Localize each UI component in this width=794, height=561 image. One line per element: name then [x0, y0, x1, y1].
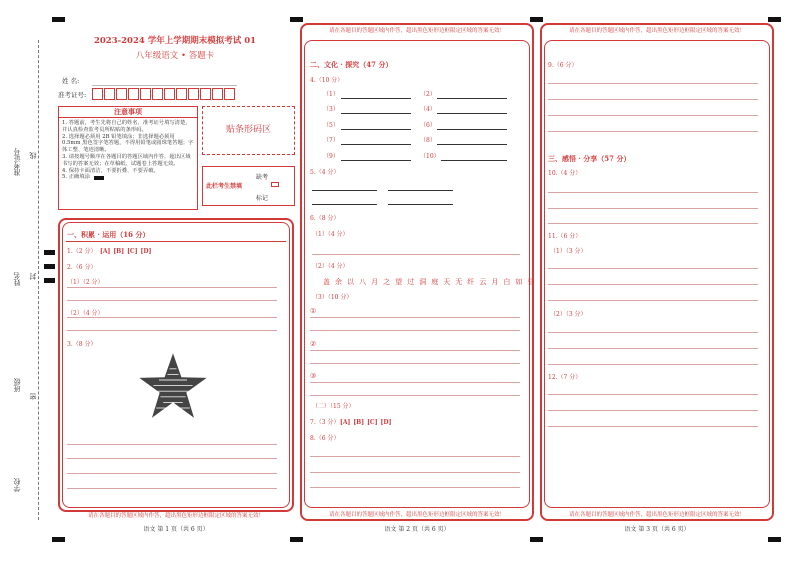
- q11-sub1-label: （1）（3 分）: [550, 248, 587, 255]
- registration-mark: [768, 17, 781, 22]
- q7-option-b[interactable]: [B]: [353, 419, 365, 426]
- exam-no-box[interactable]: [224, 88, 235, 100]
- registration-mark: [530, 537, 543, 542]
- q10-label: 10.（4 分）: [548, 170, 582, 177]
- exam-no-box[interactable]: [212, 88, 223, 100]
- exam-no-box[interactable]: [140, 88, 151, 100]
- answer-line[interactable]: [310, 382, 520, 383]
- answer-line[interactable]: [548, 364, 758, 365]
- side-label-name: 姓名: [13, 272, 21, 286]
- notice-item: 1. 答题前，考生先将自己的姓名，准考证号填写清楚，并认真检查监考员所粘贴的条形码。: [62, 120, 191, 133]
- section-2-title: 二、文化 · 探究（47 分）: [310, 60, 393, 69]
- q4-blank-6[interactable]: [437, 129, 507, 130]
- side-label-class: 班级: [13, 378, 21, 392]
- q4-blank-5[interactable]: [341, 129, 411, 130]
- warning-text: 请在各题目的答题区域内作答，超出黑色矩形边框限定区域的答案无效！: [328, 28, 505, 34]
- q1-option-d[interactable]: [D]: [140, 248, 152, 255]
- page-footer-2: 语文 第 2 页（共 6 页）: [384, 526, 450, 533]
- q9-label: 9.（6 分）: [548, 62, 578, 69]
- notice-item: 4. 保持卡面清洁，不要折叠、不要弄破。: [62, 167, 159, 174]
- notice-box: [58, 106, 198, 210]
- q7-options[interactable]: [340, 419, 391, 427]
- answer-line[interactable]: [67, 317, 277, 318]
- notice-title: 注意事项: [59, 107, 197, 118]
- q4-item-1: （1）: [323, 91, 339, 98]
- q5-blank[interactable]: [312, 204, 377, 205]
- q6-sub3-label: （3）（10 分）: [312, 294, 353, 301]
- answer-line[interactable]: [310, 487, 520, 488]
- answer-line[interactable]: [548, 192, 758, 193]
- registration-mark: [44, 250, 55, 255]
- q5-blank[interactable]: [312, 190, 377, 191]
- exam-no-label: 准考证号:: [58, 91, 87, 99]
- circled-3: ③: [310, 372, 317, 380]
- answer-line[interactable]: [310, 350, 520, 351]
- q4-item-9: （9）: [323, 153, 339, 160]
- answer-line[interactable]: [548, 99, 758, 100]
- exam-no-box[interactable]: [104, 88, 115, 100]
- answer-area-col3-inner: [544, 40, 770, 508]
- absent-box: [202, 166, 295, 206]
- q6-label: 6.（8 分）: [310, 215, 340, 222]
- registration-mark: [290, 17, 303, 22]
- exam-no-box[interactable]: [152, 88, 163, 100]
- barcode-label: 贴条形码区: [225, 125, 271, 135]
- registration-mark: [44, 278, 55, 283]
- q6-sub2-label: （2）（4 分）: [312, 263, 349, 270]
- side-label-seal: 封: [29, 273, 37, 280]
- answer-line[interactable]: [310, 395, 520, 396]
- notice-item: 3. 请按题号顺序在各题目的答题区域内作答，超出区域书写的答案无效；在草稿纸、试题卷上答题无效。: [62, 153, 191, 167]
- registration-mark: [530, 17, 543, 22]
- q2-sub2-label: （2）（4 分）: [67, 310, 104, 317]
- q7-label: 7.（3 分）: [310, 419, 340, 426]
- q11-label: 11.（6 分）: [548, 233, 582, 240]
- star-word-cloud-image: [138, 352, 208, 422]
- answer-line[interactable]: [548, 115, 758, 116]
- page-footer-1: 语文 第 1 页（共 6 页）: [143, 526, 209, 533]
- answer-line[interactable]: [310, 472, 520, 473]
- exam-no-box[interactable]: [92, 88, 103, 100]
- absent-label-missing: 缺考: [256, 174, 269, 181]
- answer-line[interactable]: [548, 284, 758, 285]
- absent-checkbox[interactable]: [271, 182, 279, 187]
- answer-line[interactable]: [548, 131, 758, 132]
- absent-title: 此栏考生禁填: [206, 183, 243, 190]
- answer-line[interactable]: [67, 300, 277, 301]
- q4-item-6: （6）: [420, 122, 436, 129]
- exam-no-box[interactable]: [176, 88, 187, 100]
- q4-blank-9[interactable]: [341, 160, 411, 161]
- q7-option-c[interactable]: [C]: [367, 419, 378, 426]
- q4-item-4: （4）: [420, 106, 436, 113]
- exam-no-box[interactable]: [128, 88, 139, 100]
- registration-mark: [52, 17, 65, 22]
- exam-title: 2023-2024 学年上学期期末模拟考试 01: [93, 36, 257, 46]
- page-footer-3: 语文 第 3 页（共 6 页）: [624, 526, 690, 533]
- registration-mark: [290, 537, 303, 542]
- q4-blank-7[interactable]: [341, 144, 411, 145]
- filled-sample-icon: [94, 176, 104, 180]
- q1-options[interactable]: [100, 248, 151, 256]
- answer-line[interactable]: [548, 394, 758, 395]
- part-2-label: （二）（15 分）: [312, 403, 355, 410]
- warning-text: 请在各题目的答题区域内作答，超出黑色矩形边框限定区域的答案无效！: [87, 513, 264, 519]
- q7-option-d[interactable]: [D]: [380, 419, 392, 426]
- answer-line[interactable]: [310, 363, 520, 364]
- answer-line[interactable]: [548, 223, 758, 224]
- answer-line[interactable]: [548, 268, 758, 269]
- q1-option-a[interactable]: [A]: [100, 248, 111, 255]
- q4-blank-10[interactable]: [441, 160, 507, 161]
- q6-sub1-label: （1）（4 分）: [312, 231, 349, 238]
- answer-line[interactable]: [548, 348, 758, 349]
- q2-sub1-label: （1）（2 分）: [67, 279, 104, 286]
- answer-line[interactable]: [67, 287, 277, 288]
- q4-blank-3[interactable]: [341, 113, 411, 114]
- registration-mark: [768, 537, 781, 542]
- name-label: 姓 名:: [62, 77, 80, 85]
- q7-option-a[interactable]: [A]: [340, 419, 351, 426]
- circled-2: ②: [310, 340, 317, 348]
- exam-no-box[interactable]: [200, 88, 211, 100]
- answer-line[interactable]: [548, 300, 758, 301]
- answer-line[interactable]: [310, 456, 520, 457]
- name-field[interactable]: [92, 85, 237, 86]
- absent-label-mark: 标记: [256, 195, 269, 202]
- answer-line[interactable]: [67, 488, 277, 489]
- answer-line[interactable]: [67, 330, 277, 331]
- q4-blank-4[interactable]: [437, 113, 507, 114]
- q4-label: 4.（10 分）: [310, 77, 344, 84]
- answer-line[interactable]: [67, 444, 277, 445]
- side-label-line: 线: [29, 152, 37, 159]
- exam-subtitle: 八年级语文 • 答题卡: [135, 51, 215, 61]
- warning-text: 请在各题目的答题区域内作答，超出黑色矩形边框限定区域的答案无效！: [568, 512, 745, 518]
- q1-label: 1.（2 分）: [67, 248, 97, 255]
- q11-sub2-label: （2）（3 分）: [550, 311, 587, 318]
- answer-line[interactable]: [310, 317, 520, 318]
- divider: [66, 241, 286, 242]
- answer-line[interactable]: [67, 473, 277, 474]
- q5-blank[interactable]: [388, 204, 453, 205]
- warning-text: 请在各题目的答题区域内作答，超出黑色矩形边框限定区域的答案无效！: [568, 28, 745, 34]
- answer-line[interactable]: [67, 458, 277, 459]
- side-label-school: 学校: [13, 478, 21, 492]
- registration-mark: [52, 537, 65, 542]
- registration-mark: [44, 264, 55, 269]
- q3-label: 3.（8 分）: [67, 341, 97, 348]
- q4-item-2: （2）: [420, 91, 436, 98]
- circled-1: ①: [310, 307, 317, 315]
- q4-item-5: （5）: [323, 122, 339, 129]
- section-1-title: 一、积累 · 运用（16 分）: [67, 230, 150, 239]
- q4-blank-1[interactable]: [341, 98, 411, 99]
- answer-line[interactable]: [548, 83, 758, 84]
- q1-option-c[interactable]: [C]: [127, 248, 138, 255]
- answer-line[interactable]: [310, 330, 520, 331]
- answer-line[interactable]: [548, 426, 758, 427]
- q8-label: 8.（6 分）: [310, 435, 340, 442]
- q1-option-b[interactable]: [B]: [113, 248, 125, 255]
- q12-label: 12.（7 分）: [548, 374, 582, 381]
- exam-no-box[interactable]: [188, 88, 199, 100]
- q5-blank[interactable]: [388, 190, 453, 191]
- q4-item-8: （8）: [420, 137, 436, 144]
- answer-line[interactable]: [548, 332, 758, 333]
- exam-no-box[interactable]: [164, 88, 175, 100]
- q2-label: 2.（6 分）: [67, 264, 97, 271]
- notice-item: 5. 正确填涂: [62, 174, 90, 181]
- q4-blank-8[interactable]: [437, 144, 507, 145]
- exam-no-box[interactable]: [116, 88, 127, 100]
- sentence-for-pause-marking[interactable]: 盖 余 以 八 月 之 望 过 洞 庭 天 无 纤 云 月 白 如 昼: [323, 278, 536, 286]
- q4-blank-2[interactable]: [437, 98, 507, 99]
- q4-item-3: （3）: [323, 106, 339, 113]
- side-label-exam-no: 准考证号: [13, 148, 21, 176]
- q4-item-10: （10）: [420, 153, 440, 160]
- barcode-box: [202, 106, 295, 155]
- answer-line[interactable]: [548, 208, 758, 209]
- warning-text: 请在各题目的答题区域内作答，超出黑色矩形边框限定区域的答案无效！: [328, 512, 505, 518]
- q4-item-7: （7）: [323, 137, 339, 144]
- section-3-title: 三、感悟 · 分享（57 分）: [548, 154, 631, 163]
- side-label-secret: 密: [29, 393, 37, 400]
- answer-line[interactable]: [312, 254, 520, 255]
- notice-item: 2. 选择题必须用 2B 铅笔填涂；非选择题必须用 0.5mm 黑色签字笔答题，不得用铅笔或圆珠笔答题；字体工整、笔迹清晰。: [62, 133, 194, 154]
- answer-line[interactable]: [548, 410, 758, 411]
- binding-line: [38, 40, 39, 520]
- q5-label: 5.（4 分）: [310, 169, 340, 176]
